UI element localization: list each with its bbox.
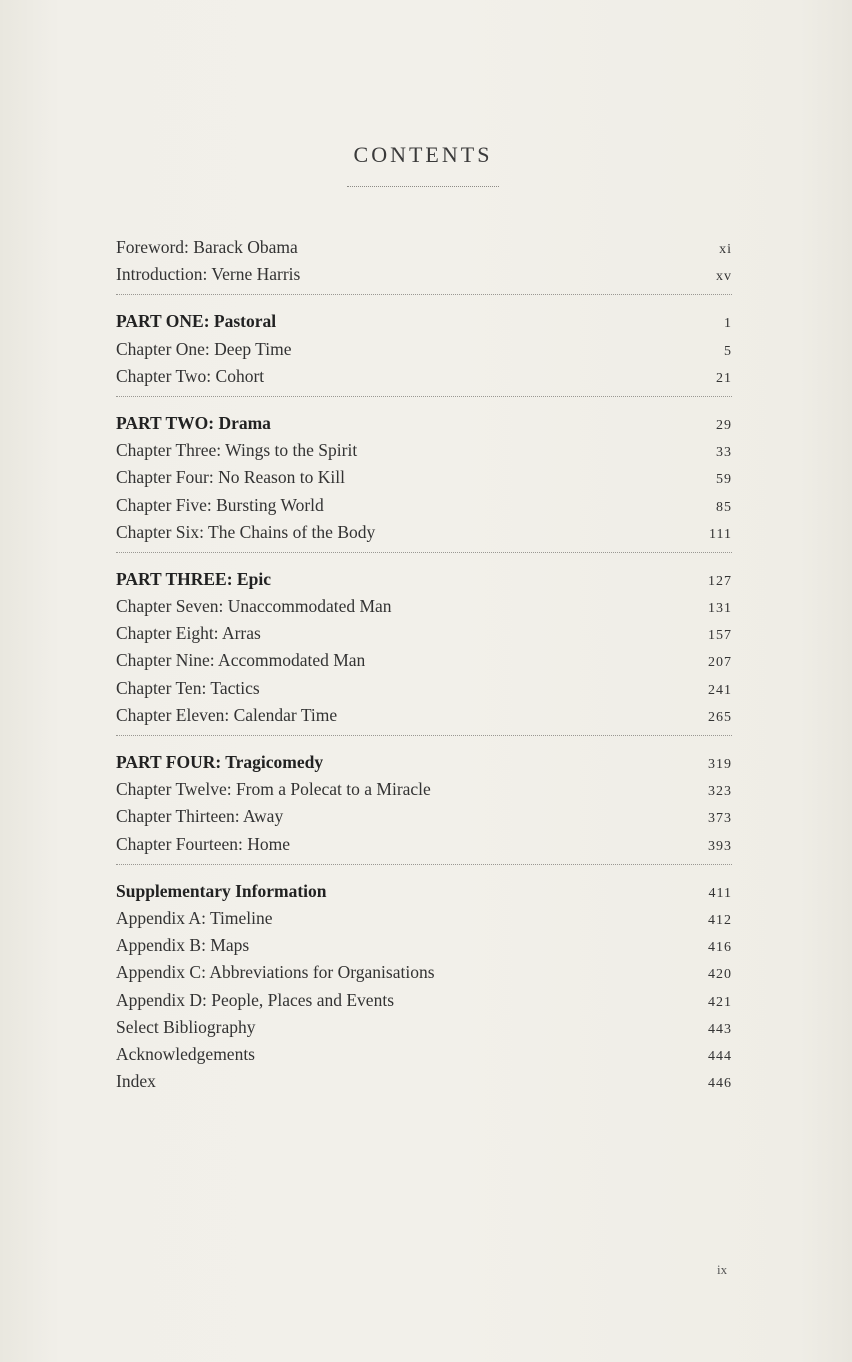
toc-entry-title: Chapter Three: Wings to the Spirit bbox=[116, 440, 358, 461]
toc-entry-page-number: 393 bbox=[708, 838, 732, 854]
toc-entry-page-number: 421 bbox=[708, 994, 732, 1010]
toc-entry-page-number: 412 bbox=[708, 912, 732, 928]
toc-entry-title: Chapter Eleven: Calendar Time bbox=[116, 704, 338, 725]
toc-entry-title: Supplementary Information bbox=[116, 880, 327, 901]
toc-entry-title: Chapter Ten: Tactics bbox=[116, 677, 260, 698]
toc-entry-page-number: 111 bbox=[709, 526, 732, 542]
toc-entry bbox=[116, 519, 732, 546]
toc-entry bbox=[116, 261, 732, 288]
toc-entry bbox=[116, 1041, 732, 1068]
toc-entry-title: Chapter Two: Cohort bbox=[116, 365, 265, 386]
toc-entry bbox=[116, 336, 732, 363]
toc-entry-page-number: 59 bbox=[716, 472, 732, 488]
toc-entry-page-number: 416 bbox=[708, 940, 732, 956]
toc-entry-page-number: 5 bbox=[724, 343, 732, 359]
toc-entry-title: PART THREE: Epic bbox=[116, 568, 271, 589]
toc-entry-title: PART FOUR: Tragicomedy bbox=[116, 752, 324, 772]
toc-entry-page-number: 446 bbox=[708, 1076, 732, 1092]
toc-entry bbox=[116, 492, 732, 519]
toc-entry-title: Appendix D: People, Places and Events bbox=[116, 989, 395, 1010]
toc-entry-title: Chapter Six: The Chains of the Body bbox=[116, 521, 376, 542]
toc-entry-title: Chapter Thirteen: Away bbox=[116, 806, 284, 827]
toc-entry bbox=[116, 234, 732, 261]
toc-entry-page-number: 21 bbox=[716, 370, 732, 386]
toc-entry-page-number: 1 bbox=[724, 316, 732, 332]
toc-entry bbox=[116, 702, 732, 729]
toc-entry-page-number: 323 bbox=[708, 784, 732, 800]
toc-entry bbox=[116, 831, 732, 858]
toc-entry-title: Chapter Four: No Reason to Kill bbox=[116, 467, 345, 488]
toc-entry-page-number: 157 bbox=[708, 628, 732, 644]
toc-entry bbox=[116, 464, 732, 491]
toc-entry-page-number: 33 bbox=[716, 445, 732, 461]
toc-entry-page-number: 319 bbox=[708, 757, 732, 772]
table-of-contents bbox=[116, 234, 732, 1101]
toc-entry bbox=[116, 620, 732, 647]
toc-entry-title: Chapter Nine: Accommodated Man bbox=[116, 650, 366, 671]
toc-entry-title: Appendix C: Abbreviations for Organisations bbox=[116, 962, 435, 983]
toc-entry bbox=[116, 776, 732, 803]
toc-entry-title: Chapter One: Deep Time bbox=[116, 338, 292, 359]
toc-entry bbox=[116, 905, 732, 932]
toc-entry-page-number: xi bbox=[719, 242, 732, 257]
toc-entry bbox=[116, 675, 732, 702]
title-dotted-rule bbox=[347, 186, 499, 187]
toc-entry-page-number: 85 bbox=[716, 499, 732, 515]
toc-section bbox=[116, 864, 732, 1102]
toc-section bbox=[116, 234, 732, 294]
toc-entry-title: Appendix B: Maps bbox=[116, 935, 250, 956]
toc-entry-title: Index bbox=[116, 1071, 156, 1092]
toc-part-heading bbox=[116, 308, 732, 335]
toc-entry bbox=[116, 647, 732, 674]
toc-entry-title: Chapter Twelve: From a Polecat to a Miracle bbox=[116, 779, 431, 800]
toc-entry-page-number: 443 bbox=[708, 1021, 732, 1037]
toc-entry-title: Chapter Eight: Arras bbox=[116, 623, 261, 644]
toc-entry-page-number: 373 bbox=[708, 811, 732, 827]
toc-entry-title: Appendix A: Timeline bbox=[116, 907, 273, 928]
toc-section bbox=[116, 735, 732, 864]
toc-entry-page-number: 127 bbox=[708, 573, 732, 589]
toc-section bbox=[116, 396, 732, 552]
toc-entry-page-number: 411 bbox=[708, 885, 732, 901]
toc-entry bbox=[116, 593, 732, 620]
toc-part-heading bbox=[116, 749, 732, 776]
toc-entry-title: Chapter Five: Bursting World bbox=[116, 494, 324, 515]
toc-entry-page-number: 241 bbox=[708, 682, 732, 698]
toc-entry bbox=[116, 932, 732, 959]
toc-entry-page-number: 444 bbox=[708, 1048, 732, 1064]
toc-entry bbox=[116, 437, 732, 464]
toc-entry-title: Foreword: Barack Obama bbox=[116, 237, 298, 257]
toc-entry-title: Chapter Seven: Unaccommodated Man bbox=[116, 596, 392, 617]
toc-section bbox=[116, 552, 732, 735]
toc-entry bbox=[116, 363, 732, 390]
toc-entry-page-number: 265 bbox=[708, 709, 732, 725]
toc-entry-title: Select Bibliography bbox=[116, 1016, 256, 1037]
toc-entry bbox=[116, 803, 732, 830]
page-title: CONTENTS bbox=[353, 142, 493, 167]
toc-part-heading bbox=[116, 566, 732, 593]
toc-part-heading bbox=[116, 878, 732, 905]
toc-part-heading bbox=[116, 410, 732, 437]
toc-entry-title: Acknowledgements bbox=[116, 1043, 255, 1064]
toc-entry-page-number: 420 bbox=[708, 967, 732, 983]
toc-entry-page-number: xv bbox=[716, 269, 732, 285]
toc-entry-title: Introduction: Verne Harris bbox=[116, 264, 301, 285]
toc-entry-page-number: 207 bbox=[708, 655, 732, 671]
toc-entry-title: Chapter Fourteen: Home bbox=[116, 833, 290, 854]
page-folio: ix bbox=[717, 1262, 728, 1277]
toc-section bbox=[116, 294, 732, 396]
toc-entry-title: PART ONE: Pastoral bbox=[116, 311, 277, 332]
toc-entry bbox=[116, 1014, 732, 1041]
toc-entry bbox=[116, 1068, 732, 1095]
toc-entry bbox=[116, 959, 732, 986]
toc-entry bbox=[116, 987, 732, 1014]
toc-entry-page-number: 131 bbox=[708, 601, 732, 617]
toc-entry-page-number: 29 bbox=[716, 417, 732, 433]
toc-entry-title: PART TWO: Drama bbox=[116, 412, 271, 433]
